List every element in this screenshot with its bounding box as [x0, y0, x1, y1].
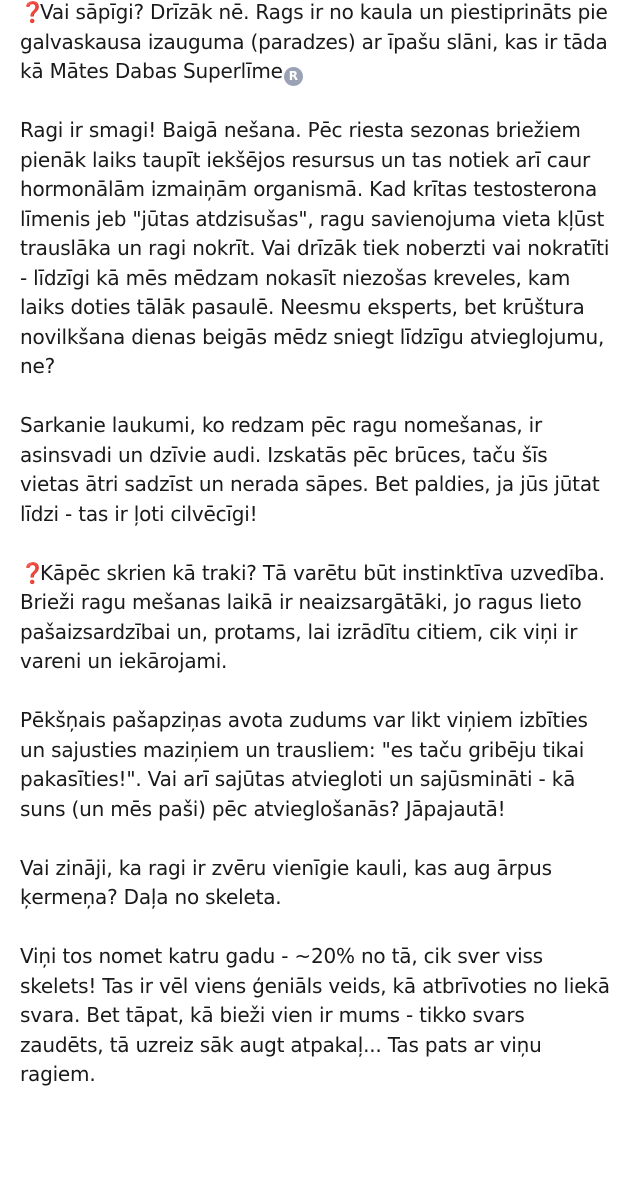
- question-mark-icon: ❓: [20, 560, 45, 585]
- paragraph-did-you-know: Vai zināji, ka ragi ir zvēru vienīgie kauli, kas aug ārpus ķermeņa? Daļa no skeleta.: [20, 855, 552, 909]
- paragraph-confidence-loss: Pēkšņais pašapziņas avota zudums var likt viņiem izbīties un sajusties maziņiem un trausliem: "es taču gribēju tikai pakasīties!". Vai arī sajūtas atviegloti un sajūsmināti - kā suns (un mēs paši) pēc atvieglošanās? Jāpajautā!: [20, 708, 588, 821]
- paragraph-red-areas: Sarkanie laukumi, ko redzam pēc ragu nomešanas, ir asinsvadi un dzīvie audi. Izskatās pēc brūces, taču šīs vietas ātri sadzīst un nerada sāpes. Bet paldies, ja jūs jūtat līdzi - tas ir ļoti cilvēcīgi!: [20, 413, 600, 526]
- paragraph-pain-text: Vai sāpīgi? Drīzāk nē. Rags ir no kaula un piestiprināts pie galvaskausa izauguma (paradzes) ar īpašu slāni, kas ir tāda kā Mātes Dabas Superlīme: [20, 0, 608, 83]
- paragraph-antlers-heavy: Ragi ir smagi! Baigā nešana. Pēc riesta sezonas briežiem pienāk laiks taupīt iekšējos resursus un tas notiek arī caur hormonālām izmaiņām organismā. Kad krītas testosterona līmenis jeb "jūtas atdzisušas", ragu savienojuma vieta kļūst trauslāka un ragi nokrīt. Vai drīzāk tiek noberzti vai nokratīti - līdzīgi kā mēs mēdzam nokasīt niezošas kreveles, kam laiks doties tālāk pasaulē. Neesmu eksperts, bet krūšturа novilkšana dienas beigās mēdz sniegt līdzīgu atvieglojumu, ne?: [20, 118, 610, 378]
- question-mark-icon: ❓: [20, 0, 45, 24]
- article-body: [20, 0, 612, 1119]
- paragraph-shed-yearly: Viņi tos nomet katru gadu - ~20% no tā, cik sver viss skelets! Tas ir vēl viens ģeniāls veids, kā atbrīvoties no liekā svara. Bet tāpat, kā bieži vien ir mums - tikko svars zaudēts, tā uzreiz sāk augt atpakaļ... Tas pats ar viņu ragiem.: [20, 944, 610, 1086]
- paragraph-why-run-text: Kāpēc skrien kā traki? Tā varētu būt instinktīva uzvedība. Brieži ragu mešanas laikā ir neaizsargātāki, jo ragus lieto pašaizsardzībai un, protams, lai izrādītu citiem, cik viņi ir vareni un iekārojami.: [20, 560, 605, 673]
- paragraph-why-run: [20, 559, 612, 677]
- registered-icon: R: [284, 67, 303, 86]
- paragraph-pain: [20, 0, 612, 87]
